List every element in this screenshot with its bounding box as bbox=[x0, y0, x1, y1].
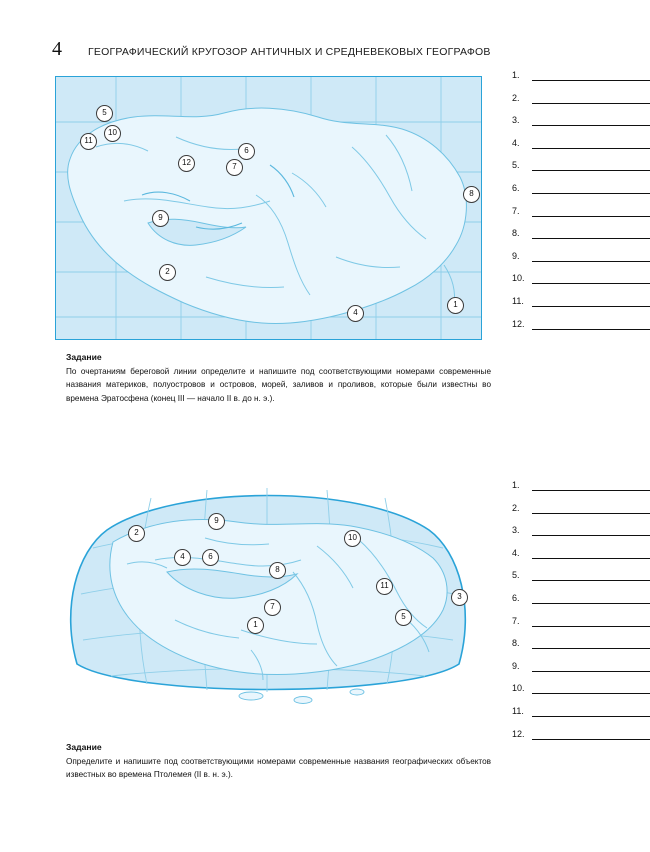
answer-row[interactable] bbox=[512, 269, 650, 292]
answer-write-line[interactable] bbox=[532, 558, 650, 559]
answer-row[interactable] bbox=[512, 612, 650, 635]
answer-number: 12. bbox=[512, 728, 525, 739]
answer-row[interactable] bbox=[512, 657, 650, 680]
answer-row[interactable] bbox=[512, 634, 650, 657]
answer-write-line[interactable] bbox=[532, 261, 650, 262]
answer-write-line[interactable] bbox=[532, 216, 650, 217]
answer-write-line[interactable] bbox=[532, 671, 650, 672]
answer-row[interactable] bbox=[512, 725, 650, 748]
answer-number: 3. bbox=[512, 525, 520, 536]
page-title: ГЕОГРАФИЧЕСКИЙ КРУГОЗОР АНТИЧНЫХ И СРЕДНЕВЕКОВЫХ ГЕОГРАФОВ bbox=[88, 46, 491, 58]
answer-write-line[interactable] bbox=[532, 238, 650, 239]
answer-row[interactable] bbox=[512, 247, 650, 270]
answer-row[interactable] bbox=[512, 224, 650, 247]
answer-write-line[interactable] bbox=[532, 490, 650, 491]
map-marker-11[interactable]: 11 bbox=[80, 133, 97, 150]
answer-number: 12. bbox=[512, 318, 525, 329]
page-number: 4 bbox=[52, 38, 62, 60]
map-marker-7[interactable]: 7 bbox=[264, 599, 281, 616]
answer-number: 1. bbox=[512, 70, 520, 80]
answer-row[interactable] bbox=[512, 179, 650, 202]
map-marker-2[interactable]: 2 bbox=[128, 525, 145, 542]
answer-row[interactable] bbox=[512, 521, 650, 544]
answer-write-line[interactable] bbox=[532, 193, 650, 194]
answer-write-line[interactable] bbox=[532, 626, 650, 627]
answer-write-line[interactable] bbox=[532, 306, 650, 307]
answer-row[interactable] bbox=[512, 315, 650, 338]
map-marker-8[interactable]: 8 bbox=[463, 186, 480, 203]
answer-row[interactable] bbox=[512, 202, 650, 225]
answer-write-line[interactable] bbox=[532, 283, 650, 284]
answer-number: 2. bbox=[512, 502, 520, 513]
answer-write-line[interactable] bbox=[532, 103, 650, 104]
map-marker-1[interactable]: 1 bbox=[447, 297, 464, 314]
map-marker-9[interactable]: 9 bbox=[208, 513, 225, 530]
answer-write-line[interactable] bbox=[532, 648, 650, 649]
answer-write-line[interactable] bbox=[532, 329, 650, 330]
map-marker-6[interactable]: 6 bbox=[202, 549, 219, 566]
answer-number: 10. bbox=[512, 683, 525, 694]
answer-write-line[interactable] bbox=[532, 535, 650, 536]
map-marker-11[interactable]: 11 bbox=[376, 578, 393, 595]
answer-number: 4. bbox=[512, 547, 520, 558]
task-text: По очертаниям береговой линии определите и напишите под соответствующими номерами современные названия материков, полуостровов и островов, морей, заливов и проливов, которые были известны во времена Эратосфена (конец III — начало II в. до н. э.). bbox=[66, 367, 491, 403]
answer-number: 8. bbox=[512, 638, 520, 649]
answer-write-line[interactable] bbox=[532, 739, 650, 740]
map-eratosthenes[interactable] bbox=[55, 76, 482, 340]
map-marker-5[interactable]: 5 bbox=[395, 609, 412, 626]
map-marker-6[interactable]: 6 bbox=[238, 143, 255, 160]
answer-write-line[interactable] bbox=[532, 580, 650, 581]
answer-row[interactable] bbox=[512, 111, 650, 134]
task-block-2 bbox=[66, 742, 491, 782]
answer-number: 11. bbox=[512, 295, 524, 306]
answer-row[interactable] bbox=[512, 89, 650, 112]
answer-row[interactable] bbox=[512, 566, 650, 589]
answer-write-line[interactable] bbox=[532, 80, 650, 81]
answer-row[interactable] bbox=[512, 679, 650, 702]
task-text: Определите и напишите под соответствующими номерами современные названия географических объектов известных во времена Птолемея (II в. н. э.). bbox=[66, 757, 491, 780]
map-marker-4[interactable]: 4 bbox=[347, 305, 364, 322]
map-marker-9[interactable]: 9 bbox=[152, 210, 169, 227]
map-marker-1[interactable]: 1 bbox=[247, 617, 264, 634]
answer-row[interactable] bbox=[512, 702, 650, 725]
answer-write-line[interactable] bbox=[532, 125, 650, 126]
map-marker-2[interactable]: 2 bbox=[159, 264, 176, 281]
answer-number: 5. bbox=[512, 570, 520, 581]
answer-write-line[interactable] bbox=[532, 716, 650, 717]
answer-row[interactable] bbox=[512, 589, 650, 612]
answer-write-line[interactable] bbox=[532, 603, 650, 604]
answer-number: 7. bbox=[512, 615, 520, 626]
answer-number: 4. bbox=[512, 137, 520, 148]
answer-write-line[interactable] bbox=[532, 693, 650, 694]
answer-row[interactable] bbox=[512, 476, 650, 499]
answer-number: 3. bbox=[512, 115, 520, 126]
answer-row[interactable] bbox=[512, 156, 650, 179]
answer-number: 2. bbox=[512, 92, 520, 103]
answer-list-2 bbox=[512, 476, 650, 747]
answer-number: 9. bbox=[512, 660, 520, 671]
answer-number: 5. bbox=[512, 160, 520, 171]
map-eratosthenes-graphic bbox=[56, 77, 481, 339]
map-marker-10[interactable]: 10 bbox=[344, 530, 361, 547]
answer-write-line[interactable] bbox=[532, 148, 650, 149]
answer-number: 1. bbox=[512, 480, 520, 490]
map-marker-4[interactable]: 4 bbox=[174, 549, 191, 566]
answer-row[interactable] bbox=[512, 544, 650, 567]
answer-number: 8. bbox=[512, 228, 520, 239]
map-marker-12[interactable]: 12 bbox=[178, 155, 195, 172]
answer-row[interactable] bbox=[512, 499, 650, 522]
map-ptolemy[interactable] bbox=[55, 468, 480, 730]
answer-row[interactable] bbox=[512, 66, 650, 89]
answer-number: 7. bbox=[512, 205, 520, 216]
answer-row[interactable] bbox=[512, 134, 650, 157]
map-marker-7[interactable]: 7 bbox=[226, 159, 243, 176]
task-title: Задание bbox=[66, 352, 102, 362]
answer-number: 11. bbox=[512, 705, 524, 716]
map-marker-10[interactable]: 10 bbox=[104, 125, 121, 142]
map-marker-3[interactable]: 3 bbox=[451, 589, 468, 606]
answer-number: 6. bbox=[512, 592, 520, 603]
task-block-1 bbox=[66, 352, 491, 405]
map-marker-8[interactable]: 8 bbox=[269, 562, 286, 579]
answer-number: 6. bbox=[512, 182, 520, 193]
answer-write-line[interactable] bbox=[532, 513, 650, 514]
answer-row[interactable] bbox=[512, 292, 650, 315]
answer-write-line[interactable] bbox=[532, 170, 650, 171]
answer-number: 10. bbox=[512, 273, 525, 284]
answer-list-1 bbox=[512, 66, 650, 337]
answer-number: 9. bbox=[512, 250, 520, 261]
task-title: Задание bbox=[66, 742, 102, 752]
map-marker-5[interactable]: 5 bbox=[96, 105, 113, 122]
